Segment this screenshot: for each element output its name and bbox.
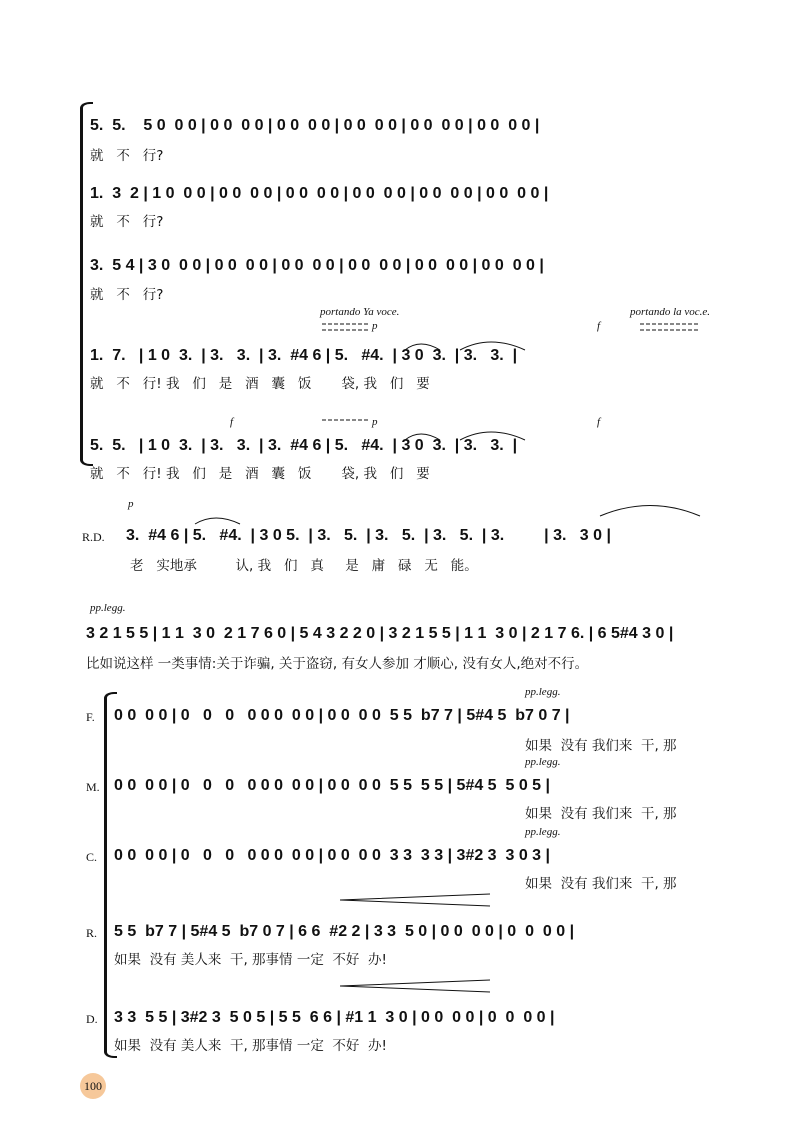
staff-lyrics: 如果 没有 我们来 干, 那 — [525, 806, 677, 822]
staff-notes: 1. 7. | 1 0 3. | 3. 3. | 3. #4 6 | 5. #4. | 3 0 3. | 3. 3. | — [90, 347, 518, 364]
dynamic-f: f — [597, 320, 601, 332]
staff-lyrics: 如果 没有 我们来 干, 那 — [525, 876, 677, 892]
staff-lyrics: 就 不 行? — [90, 148, 164, 164]
dynamic-p: p — [372, 416, 378, 428]
dynamic-pp-legg: pp.legg. — [525, 826, 561, 838]
dynamic-pp-legg: pp.legg. — [525, 756, 561, 768]
dynamic-pp-legg: pp.legg. — [90, 602, 126, 614]
staff-label: C. — [86, 850, 98, 864]
staff-label: R.D. — [82, 530, 105, 544]
staff-notes: 5. 5. 5 0 0 0 | 0 0 0 0 | 0 0 0 0 | 0 0 0 0 | 0 0 0 0 | 0 0 0 0 | — [90, 117, 540, 134]
staff-lyrics: 如果 没有 我们来 干, 那 — [525, 738, 677, 754]
staff-lyrics: 老 实地承 认, 我 们 真 是 庸 碌 无 能。 — [130, 558, 478, 574]
dynamic-f: f — [230, 416, 234, 428]
staff-label: M. — [86, 780, 100, 794]
staff-lyrics: 如果 没有 美人来 干, 那事情 一定 不好 办! — [114, 952, 387, 968]
dynamic-f: f — [597, 416, 601, 428]
staff-lyrics: 如果 没有 美人来 干, 那事情 一定 不好 办! — [114, 1038, 387, 1054]
staff-notes: 5 5 b7 7 | 5#4 5 b7 0 7 | 6 6 #2 2 | 3 3 5 0 | 0 0 0 0 | 0 0 0 0 | — [114, 923, 575, 940]
staff-notes: 0 0 0 0 | 0 0 0 0 0 0 0 0 | 0 0 0 0 3 3 3 3 | 3#2 3 3 0 3 | — [114, 847, 550, 864]
dynamic-p: p — [128, 498, 134, 510]
staff-notes: 0 0 0 0 | 0 0 0 0 0 0 0 0 | 0 0 0 0 5 5 b7 7 | 5#4 5 b7 0 7 | — [114, 707, 570, 724]
dynamic-pp-legg: pp.legg. — [525, 686, 561, 698]
dynamic-p: p — [372, 320, 378, 332]
staff-notes: 1. 3 2 | 1 0 0 0 | 0 0 0 0 | 0 0 0 0 | 0 0 0 0 | 0 0 0 0 | 0 0 0 0 | — [90, 185, 549, 202]
dynamic-portando-1: portando Ya voce. — [320, 306, 400, 318]
staff-lyrics: 就 不 行! 我 们 是 酒 囊 饭 袋, 我 们 要 — [90, 376, 430, 392]
staff-lyrics: 就 不 行! 我 们 是 酒 囊 饭 袋, 我 们 要 — [90, 466, 430, 482]
staff-lyrics: 就 不 行? — [90, 287, 164, 303]
staff-label: D. — [86, 1012, 98, 1026]
dynamic-portando-2: portando la voc.e. — [630, 306, 711, 318]
page-number: 100 — [80, 1073, 106, 1099]
staff-notes: 3. #4 6 | 5. #4. | 3 0 5. | 3. 5. | 3. 5. | 3. 5. | 3. | 3. 3 0 | — [126, 527, 611, 544]
staff-label: F. — [86, 710, 95, 724]
staff-notes: 3 3 5 5 | 3#2 3 5 0 5 | 5 5 6 6 | #1 1 3 0 | 0 0 0 0 | 0 0 0 0 | — [114, 1009, 555, 1026]
staff-notes: 3. 5 4 | 3 0 0 0 | 0 0 0 0 | 0 0 0 0 | 0 0 0 0 | 0 0 0 0 | 0 0 0 0 | — [90, 257, 544, 274]
staff-notes: 5. 5. | 1 0 3. | 3. 3. | 3. #4 6 | 5. #4. | 3 0 3. | 3. 3. | — [90, 437, 518, 454]
staff-label: R. — [86, 926, 98, 940]
staff-notes: 3 2 1 5 5 | 1 1 3 0 2 1 7 6 0 | 5 4 3 2 2 0 | 3 2 1 5 5 | 1 1 3 0 | 2 1 7 6. | 6 5#4 3 0 | — [86, 625, 674, 642]
staff-lyrics: 比如说这样 一类事情:关于诈骗, 关于盗窃, 有女人参加 才顺心, 没有女人,绝对不行。 — [86, 656, 589, 672]
staff-notes: 0 0 0 0 | 0 0 0 0 0 0 0 0 | 0 0 0 0 5 5 5 5 | 5#4 5 5 0 5 | — [114, 777, 550, 794]
staff-lyrics: 就 不 行? — [90, 214, 164, 230]
